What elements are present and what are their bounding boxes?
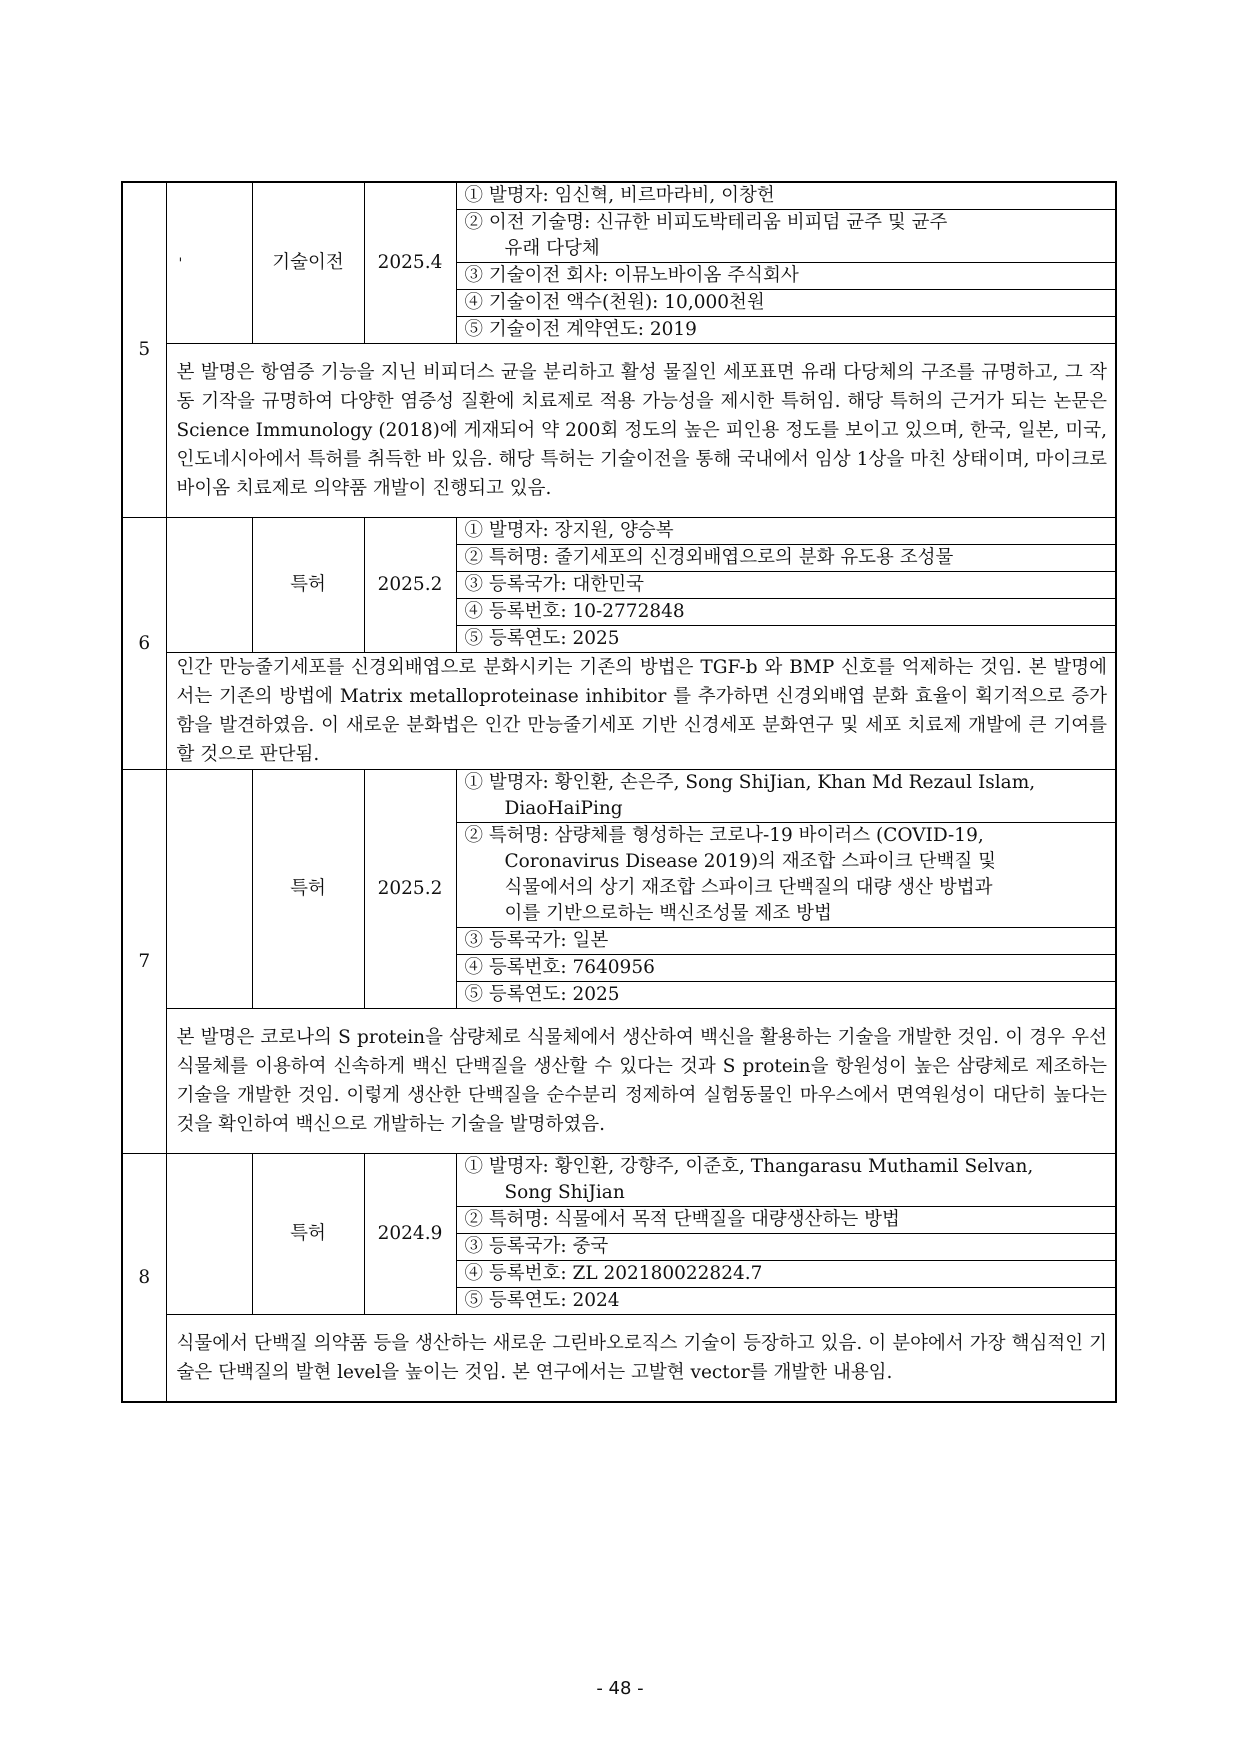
detail-item	[456, 317, 1116, 344]
detail-item	[456, 1288, 1116, 1315]
detail-item	[456, 823, 1116, 928]
table-row	[122, 770, 1116, 823]
detail-line: ④ 등록번호: 10-2772848	[464, 601, 685, 622]
detail-line: DiaoHaiPing	[504, 798, 623, 819]
description	[166, 1009, 1116, 1154]
description-row	[122, 653, 1116, 770]
detail-line: ① 발명자: 장지원, 양승복	[464, 520, 674, 541]
page-number: - 48 -	[596, 1678, 644, 1699]
record-date: 2025.2	[364, 518, 456, 653]
record-date: 2024.9	[364, 1154, 456, 1315]
detail-item	[456, 1261, 1116, 1288]
detail-item	[456, 626, 1116, 653]
table-row	[122, 1154, 1116, 1207]
description	[166, 1315, 1116, 1403]
detail-line: ③ 등록국가: 중국	[464, 1236, 609, 1257]
row-number: 5	[122, 182, 166, 518]
detail-item	[456, 599, 1116, 626]
detail-line: ⑤ 등록연도: 2025	[464, 984, 620, 1005]
description-row	[122, 1009, 1116, 1154]
detail-line: ③ 등록국가: 일본	[464, 930, 609, 951]
description	[166, 653, 1116, 770]
detail-line: ① 발명자: 황인환, 강향주, 이준호, Thangarasu Muthamil Selvan,	[464, 1156, 1034, 1177]
detail-line: ② 특허명: 줄기세포의 신경외배엽으로의 분화 유도용 조성물	[464, 547, 954, 568]
blank-cell	[166, 182, 252, 344]
description-row	[122, 1315, 1116, 1403]
detail-item	[456, 1207, 1116, 1234]
detail-item	[456, 770, 1116, 823]
detail-line: ② 특허명: 식물에서 목적 단백질을 대량생산하는 방법	[464, 1209, 900, 1230]
detail-line: ③ 등록국가: 대한민국	[464, 574, 644, 595]
detail-item	[456, 290, 1116, 317]
detail-item	[456, 928, 1116, 955]
detail-line: ② 특허명: 삼량체를 형성하는 코로나-19 바이러스 (COVID-19,	[464, 825, 984, 846]
detail-line: Coronavirus Disease 2019)의 재조합 스파이크 단백질 및	[504, 851, 997, 872]
detail-line: ① 발명자: 황인환, 손은주, Song ShiJian, Khan Md Rezaul Islam,	[464, 772, 1036, 793]
detail-item	[456, 518, 1116, 545]
detail-line: ④ 등록번호: ZL 202180022824.7	[464, 1263, 763, 1284]
table-row	[122, 518, 1116, 545]
description-text: 본 발명은 코로나의 S protein을 삼량체로 식물체에서 생산하여 백신을 활용하는 기술을 개발한 것임. 이 경우 우선 식물체를 이용하여 신속하게 백신 단백질을 생산할 수 있다는 것과 S protein을 항원성이 높은 삼량체로 제조하는 기술을 개발한 것임. 이렇게 생산한 단백질을 순수분리 정제하여 실험동물인 마우스에서 면역원성이 대단히 높다는 것을 확인하여 백신으로 개발하는 기술을 발명하였음.	[176, 1027, 1107, 1135]
detail-line: ⑤ 등록연도: 2025	[464, 628, 620, 649]
description-text: 인간 만능줄기세포를 신경외배엽으로 분화시키는 기존의 방법은 TGF-b 와 BMP 신호를 억제하는 것임. 본 발명에서는 기존의 방법에 Matrix metalloproteinase inhibitor 를 추가하면 신경외배엽 분화 효율이 획기적으로 증가함을 발견하였음. 이 새로운 분화법은 인간 만능줄기세포 기반 신경세포 분화연구 및 세포 치료제 개발에 큰 기여를 할 것으로 판단됨.	[176, 657, 1107, 765]
detail-line: ① 발명자: 임신혁, 비르마라비, 이창헌	[464, 185, 775, 206]
row-number: 8	[122, 1154, 166, 1403]
detail-item	[456, 263, 1116, 290]
description-text: 식물에서 단백질 의약품 등을 생산하는 새로운 그린바오로직스 기술이 등장하고 있음. 이 분야에서 가장 핵심적인 기술은 단백질의 발현 level을 높이는 것임. 본 연구에서는 고발현 vector를 개발한 내용임.	[176, 1333, 1107, 1383]
detail-line: 유래 다당체	[504, 238, 600, 259]
detail-line: 식물에서의 상기 재조합 스파이크 단백질의 대량 생산 방법과	[504, 877, 993, 898]
detail-item	[456, 1154, 1116, 1207]
record-type: 특허	[252, 518, 364, 653]
detail-line: ② 이전 기술명: 신규한 비피도박테리움 비피덤 균주 및 균주	[464, 212, 948, 233]
detail-line: ⑤ 등록연도: 2024	[464, 1290, 620, 1311]
detail-item	[456, 982, 1116, 1009]
detail-item	[456, 210, 1116, 263]
detail-item	[456, 572, 1116, 599]
description-row	[122, 344, 1116, 518]
record-type: 특허	[252, 1154, 364, 1315]
row-number: 7	[122, 770, 166, 1154]
record-type: 특허	[252, 770, 364, 1009]
stray-mark: '	[178, 255, 183, 272]
detail-item	[456, 1234, 1116, 1261]
detail-line: ④ 기술이전 액수(천원): 10,000천원	[464, 292, 765, 313]
description	[166, 344, 1116, 518]
achievement-table	[121, 181, 1117, 1403]
record-date: 2025.2	[364, 770, 456, 1009]
detail-item	[456, 545, 1116, 572]
detail-line: ④ 등록번호: 7640956	[464, 957, 655, 978]
record-date: 2025.4	[364, 182, 456, 344]
detail-line: 이를 기반으로하는 백신조성물 제조 방법	[504, 903, 832, 924]
detail-line: ③ 기술이전 회사: 이뮤노바이옴 주식회사	[464, 265, 799, 286]
blank-cell	[166, 1154, 252, 1315]
row-number: 6	[122, 518, 166, 770]
detail-item	[456, 955, 1116, 982]
blank-cell	[166, 518, 252, 653]
detail-item	[456, 182, 1116, 210]
description-text: 본 발명은 항염증 기능을 지닌 비피더스 균을 분리하고 활성 물질인 세포표면 유래 다당체의 구조를 규명하고, 그 작동 기작을 규명하여 다양한 염증성 질환에 치료제로 적용 가능성을 제시한 특허임. 해당 특허의 근거가 되는 논문은 Science Immunology (2018)에 게재되어 약 200회 정도의 높은 피인용 정도를 보이고 있으며, 한국, 일본, 미국, 인도네시아에서 특허를 취득한 바 있음. 해당 특허는 기술이전을 통해 국내에서 임상 1상을 마친 상태이며, 마이크로바이옴 치료제로 의약품 개발이 진행되고 있음.	[176, 362, 1107, 499]
detail-line: Song ShiJian	[504, 1182, 625, 1203]
table-body	[122, 182, 1116, 1402]
detail-line: ⑤ 기술이전 계약연도: 2019	[464, 319, 697, 340]
table-row	[122, 182, 1116, 210]
blank-cell	[166, 770, 252, 1009]
record-type: 기술이전	[252, 182, 364, 344]
